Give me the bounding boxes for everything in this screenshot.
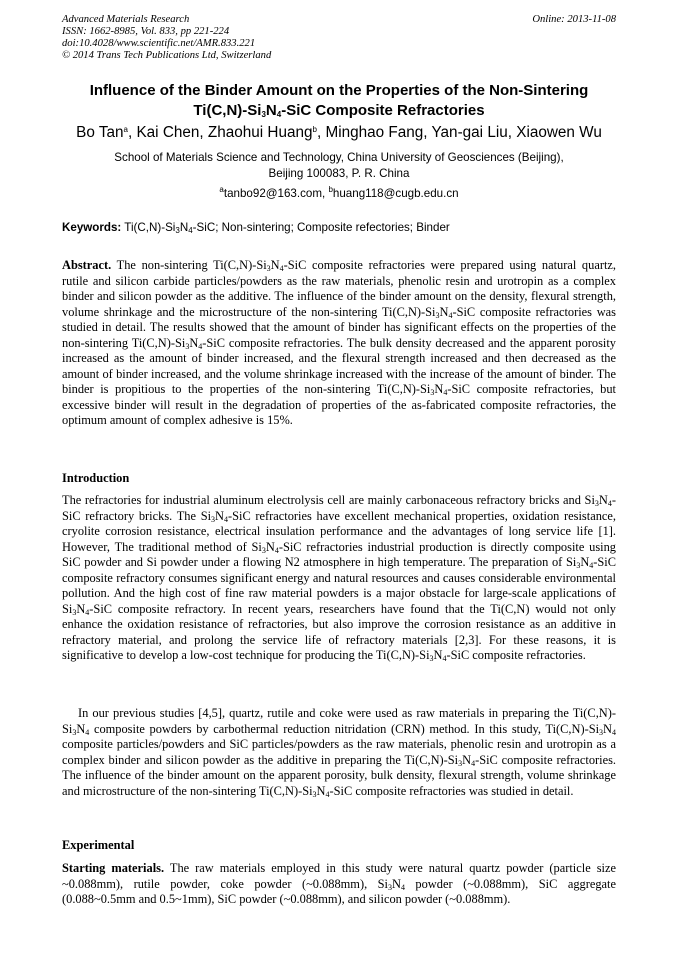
abstract-text: N [434,382,444,396]
paragraph-text: N [433,648,443,662]
email-link[interactable]: huang118@cugb.edu.cn [332,187,459,200]
subscript: 4 [85,607,90,617]
email-link[interactable]: tanbo92@163.com, [223,187,329,200]
paragraph-text: N [462,752,472,767]
subscript: 4 [471,758,476,768]
subscript: 4 [448,310,453,320]
experimental-paragraph [62,861,616,908]
abstract-label: Abstract. [62,258,112,272]
paragraph-text: N [316,783,326,798]
author-emails [62,186,616,202]
subscript: 4 [188,226,193,235]
paragraph-text: In our previous studies [4,5], quartz, rutile and coke were used as raw materials in preparing the Ti(C,N)-Si [62,706,616,736]
author-name: , Kai Chen, Zhaohui Huang [127,124,313,141]
title-text: Ti(C,N)-Si [193,102,262,119]
paragraph-text: N [598,493,608,507]
affiliation-mark: b [312,125,317,134]
paragraph-text: N [215,508,224,523]
paragraph-text: -SiC composite refractories. The influence of the binder amount on the apparent porosity, bulk density, flexural strength, volume shrinkage and microstructure of the non-sintering Ti(C,N)-Si [62,752,617,798]
affiliation-line-2: Beijing 100083, P. R. China [268,167,410,180]
subscript: 4 [612,727,616,737]
paragraph-text: N [580,555,590,569]
paragraph-text: -SiC refractories have excellent mechanical properties, oxidation resistance, cryolite corrosion resistance, electrical insulation performance and the advantages of long service life [1]. However, The traditional method of Si [62,508,616,554]
paragraph-text: -SiC refractory bricks. The Si [62,493,616,523]
subscript: 4 [400,882,405,892]
subscript: 4 [274,545,279,555]
section-heading-experimental: Experimental [62,838,135,852]
abstract-text: -SiC composite refractories was studied in detail. The results showed that the amount of binder has significant effects on the properties of the non-sintering Ti(C,N)-Si [62,304,616,350]
abstract-text: N [270,258,280,272]
issn-line: ISSN: 1662-8985, Vol. 833, pp 221-224 [62,26,230,37]
email-mark: a [219,185,224,194]
author-name: , Minghao Fang, Yan-gai Liu, Xiaowen Wu [316,124,602,141]
subscript: 3 [261,545,266,555]
abstract-text: -SiC composite refractories were prepared using natural quartz, rutile and silicon carbide particles/powders as the raw materials, phenolic resin and urotropin as a complex binder and silicon powder as the additive. The influence of the binder amount on the density, flexural strength, volume shrinkage and the microstructure of the non-sintering Ti(C,N)-Si [62,258,616,319]
paragraph-text: -SiC composite refractory consumes significant energy and natural resources and causes considerable environmental pollution. And the high cost of fine raw material powders is a major obstacle for large-scale applications of Si [62,555,616,616]
subscript: 3 [387,882,392,892]
subscript: 4 [325,789,330,799]
affiliation-line-1: School of Materials Science and Technology, China University of Geosciences (Beijing), [114,151,564,164]
subscript: 3 [261,110,266,119]
paragraph-text: -SiC refractories industrial production is directly composite using SiC powder and Si powder under a flowing N2 atmosphere in high temperature. The preparation of Si [62,539,616,569]
journal-name: Advanced Materials Research [62,14,190,25]
affiliation [80,150,598,182]
paragraph-text: N [265,539,275,554]
subscript: 3 [266,264,271,273]
subscript: 3 [312,789,317,799]
title-text: N [265,102,277,119]
copyright-line: © 2014 Trans Tech Publications Ltd, Switzerland [62,50,272,61]
subscript: 4 [279,264,284,273]
paragraph-text: -SiC composite refractories was studied in detail. [329,783,574,798]
paragraph-text: N [391,876,401,891]
keywords-text: N [179,221,189,234]
subscript: 3 [599,727,604,737]
subscript: 4 [198,341,203,351]
abstract-text: N [439,304,449,319]
introduction-paragraph-2 [62,706,616,799]
subscript: 3 [429,654,434,663]
email-mark: b [328,185,333,194]
subscript: 4 [589,561,594,570]
section-heading-introduction: Introduction [62,471,130,485]
paragraph-text: -SiC composite refractory. In recent years, researchers have found that the Ti(C,N) would not only enhance the oxidation resistance of refractories, but also improve the corrosion resistance as an additive in refractory material, and prolong the service life of refractory materials [2,3]. For these reasons, it is significative to develop a low-cost technique for producing the Ti(C,N)-Si [62,601,616,662]
paragraph-text: composite particles/powders and SiC particles/powders as the raw materials, phenolic resin and urotropin as a complex binder and silicon powder as the additive in preparing the Ti(C,N)-Si [62,737,616,767]
paragraph-text: N [603,721,612,736]
author-name: Bo Tan [76,124,124,141]
subscript: 3 [211,514,216,524]
doi-line: doi:10.4028/www.scientific.net/AMR.833.221 [62,38,256,49]
online-date: Online: 2013-11-08 [532,14,616,25]
subscript: 3 [576,561,581,570]
keywords-text: -SiC; Non-sintering; Composite refectories; Binder [192,221,450,234]
paragraph-text: composite powders by carbothermal reduction nitridation (CRN) method. In this study, Ti(C,N)-Si [89,721,600,736]
abstract-text: -SiC composite refractories, but excessive binder will result in the degradation of properties of the as-fabricated composite refractories, the optimum amount of complex adhesive is 15%. [62,382,616,427]
subscript: 3 [185,341,190,351]
subscript: 3 [435,310,440,320]
paper-title [62,81,616,121]
subscript: 3 [594,499,599,508]
subscript: 4 [223,514,228,524]
abstract-text: The non-sintering Ti(C,N)-Si [111,258,267,272]
keywords-label: Keywords: [62,221,122,234]
subscript: 4 [442,654,447,663]
abstract [62,258,616,429]
subscript: 4 [276,110,282,119]
abstract-text: -SiC composite refractories. The bulk density decreased and the apparent porosity increased as the amount of binder increased, and the flexural strength increased and then decreased as the amount of binder increased, and the volume shrinkage increased with the increase of the amount of binder. The binder is propitious to the properties of the non-sintering Ti(C,N)-Si [62,335,616,396]
title-line-2 [62,101,616,121]
journal-header [62,14,616,62]
paragraph-text: The refractories for industrial aluminum electrolysis cell are mainly carbonaceous refractory bricks and Si [62,493,595,507]
subscript: 4 [607,499,612,508]
keywords [62,220,616,236]
subscript: 3 [72,607,77,617]
keywords-text: Ti(C,N)-Si [121,221,176,234]
author-list [62,123,616,143]
subscript: 3 [72,727,77,737]
subsection-label: Starting materials. [62,861,165,875]
subscript: 4 [85,727,90,737]
paragraph-text: powder (~0.088mm), SiC aggregate (0.088~0.5mm and 0.5~1mm), SiC powder (~0.088mm), and silicon powder (~0.088mm). [62,876,616,906]
title-text: -SiC Composite Refractories [281,102,485,119]
subscript: 3 [430,388,435,397]
subscript: 4 [443,388,448,397]
paragraph-text: The raw materials employed in this study were natural quartz powder (particle size ~0.088mm), rutile powder, coke powder (~0.088mm), Si [62,861,616,891]
paragraph-text: N [76,721,86,736]
affiliation-mark: a [123,125,128,134]
title-line-1: Influence of the Binder Amount on the Properties of the Non-Sintering [89,82,589,99]
subscript: 3 [175,226,180,235]
subscript: 3 [458,758,463,768]
paragraph-text: -SiC composite refractories. [446,648,586,662]
paragraph-text: N [76,601,86,616]
abstract-text: N [189,335,199,350]
introduction-paragraph-1 [62,493,616,664]
